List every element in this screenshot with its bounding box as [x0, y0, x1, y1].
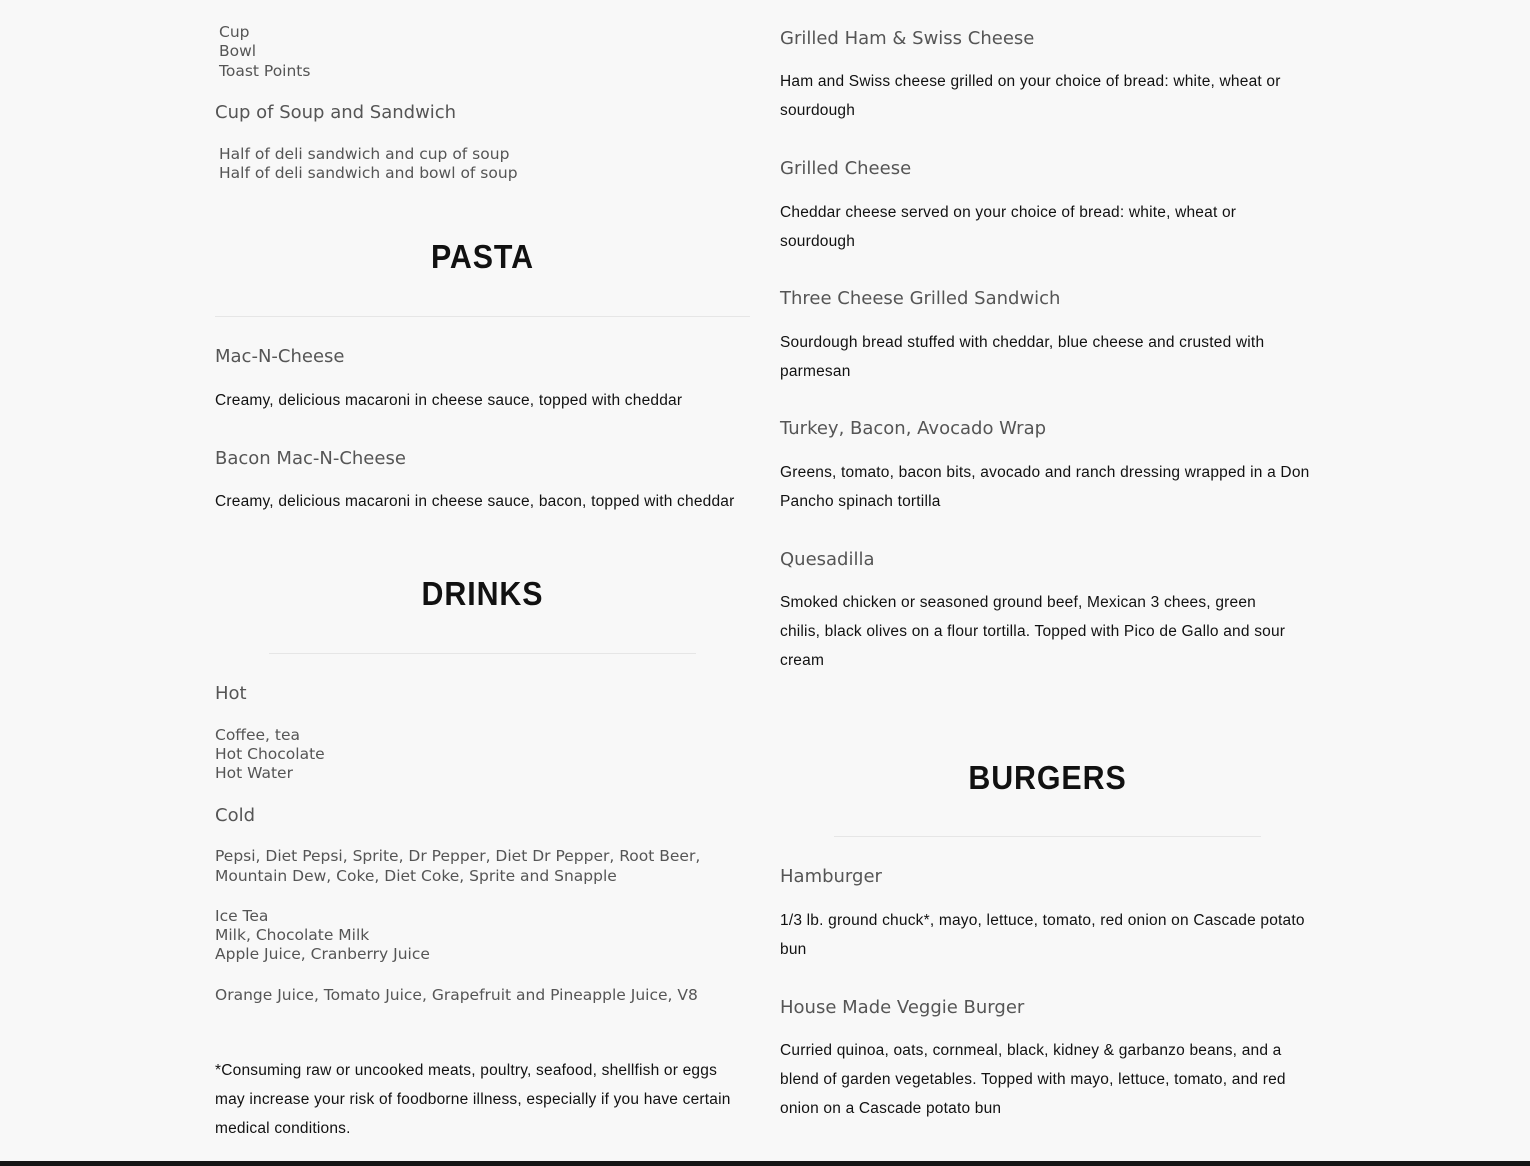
food-safety-disclaimer: *Consuming raw or uncooked meats, poultry, seafood, shellfish or eggs may increase your risk of foodborne illness, especially if you have certain medical conditions.: [215, 1062, 731, 1137]
juices-line: Orange Juice, Tomato Juice, Grapefruit and Pineapple Juice, V8: [215, 986, 698, 1004]
drinks-heading: DRINKS: [421, 575, 544, 612]
menu-item-title: Bacon Mac-N-Cheese: [215, 448, 406, 469]
soup-sandwich-combo-title: Cup of Soup and Sandwich: [215, 102, 457, 123]
cold-drink-item: Milk, Chocolate Milk: [215, 926, 370, 944]
menu-item-title: Mac-N-Cheese: [215, 346, 345, 367]
hot-drink-item: Hot Water: [215, 764, 293, 782]
menu-item-description: Ham and Swiss cheese grilled on your choice of bread: white, wheat or sourdough: [780, 73, 1281, 119]
combo-bowl-option: Half of deli sandwich and bowl of soup: [219, 164, 518, 182]
menu-item-title: Quesadilla: [780, 549, 875, 570]
soup-bowl-option: Bowl: [219, 42, 257, 60]
menu-item-title: Grilled Cheese: [780, 158, 912, 179]
menu-item-description: Greens, tomato, bacon bits, avocado and ranch dressing wrapped in a Don Pancho spinach tortilla: [780, 464, 1310, 510]
hot-drink-item: Hot Chocolate: [215, 745, 325, 763]
cold-drinks-title: Cold: [215, 805, 256, 826]
cold-drink-item: Ice Tea: [215, 907, 269, 925]
soup-toast-option: Toast Points: [219, 62, 311, 80]
cold-sodas-line: Mountain Dew, Coke, Diet Coke, Sprite and Snapple: [215, 867, 617, 885]
drinks-divider: [269, 653, 696, 654]
menu-item-title: Hamburger: [780, 866, 882, 887]
hot-drink-item: Coffee, tea: [215, 726, 301, 744]
footer-bar: [0, 1161, 1530, 1166]
soup-cup-option: Cup: [219, 23, 250, 41]
menu-item-description: 1/3 lb. ground chuck*, mayo, lettuce, tomato, red onion on Cascade potato bun: [780, 912, 1305, 958]
menu-item-description: Creamy, delicious macaroni in cheese sauce, topped with cheddar: [215, 392, 683, 409]
hot-drinks-title: Hot: [215, 683, 247, 704]
menu-item-description: Curried quinoa, oats, cornmeal, black, kidney & garbanzo beans, and a blend of garden vegetables. Topped with mayo, lettuce, tomato, and red onion on a Cascade potato bun: [780, 1042, 1286, 1117]
combo-cup-option: Half of deli sandwich and cup of soup: [219, 145, 510, 163]
pasta-divider: [215, 316, 750, 317]
pasta-heading: PASTA: [430, 238, 534, 275]
menu-item-title: Three Cheese Grilled Sandwich: [780, 288, 1061, 309]
cold-drink-item: Apple Juice, Cranberry Juice: [215, 945, 430, 963]
menu-item-title: House Made Veggie Burger: [780, 997, 1025, 1018]
menu-item-title: Grilled Ham & Swiss Cheese: [780, 28, 1035, 49]
menu-item-title: Turkey, Bacon, Avocado Wrap: [780, 418, 1047, 439]
cold-sodas-line: Pepsi, Diet Pepsi, Sprite, Dr Pepper, Diet Dr Pepper, Root Beer,: [215, 847, 701, 865]
menu-item-description: Creamy, delicious macaroni in cheese sauce, bacon, topped with cheddar: [215, 493, 735, 510]
burgers-heading: BURGERS: [968, 759, 1127, 796]
burgers-divider: [834, 836, 1261, 837]
menu-item-description: Sourdough bread stuffed with cheddar, blue cheese and crusted with parmesan: [780, 334, 1265, 380]
menu-item-description: Smoked chicken or seasoned ground beef, Mexican 3 chees, green chilis, black olives on a flour tortilla. Topped with Pico de Gallo and sour cream: [780, 594, 1286, 669]
menu-item-description: Cheddar cheese served on your choice of bread: white, wheat or sourdough: [780, 204, 1237, 250]
